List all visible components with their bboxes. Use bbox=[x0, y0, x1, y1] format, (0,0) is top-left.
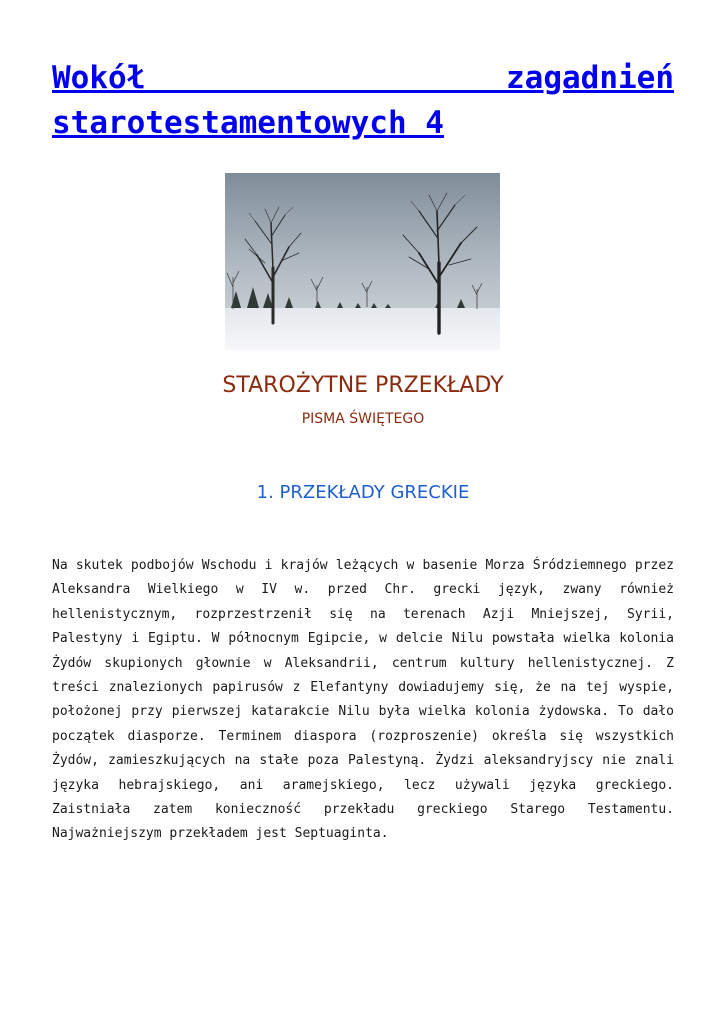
article-paragraph: Na skutek podbojów Wschodu i krajów leżących w basenie Morza Śródziemnego przez Aleksandra Wielkiego w IV w. przed Chr. grecki język, zwany również hellenistycznym, rozprzestrzenił się na terenach Azji Mniejszej, Syrii, Palestyny i Egiptu. W północnym Egipcie, w delcie Nilu powstała wielka kolonia Żydów skupionych głownie w Aleksandrii, centrum kultury hellenistycznej. Z treści znalezionych papirusów z Elefantyny dowiadujemy się, że na tej wyspie, położonej przy pierwszej katarakcie Nilu była wielka kolonia żydowska. To dało początek diasporze. Terminem diaspora (rozproszenie) określa się wszystkich Żydów, zamieszkujących na stałe poza Palestyną. Żydzi aleksandryjscy nie znali języka hebrajskiego, ani aramejskiego, lecz używali języka greckiego. Zaistniała zatem konieczność przekładu greckiego Starego Testamentu. Najważniejszym przekładem jest Septuaginta. bbox=[52, 558, 674, 842]
article-title-link[interactable]: Wokół zagadnień starotestamentowych 4 bbox=[52, 60, 674, 141]
winter-trees-image bbox=[225, 173, 500, 350]
winter-landscape-illustration bbox=[225, 173, 500, 350]
heading-ancient-translations: STAROŻYTNE PRZEKŁADY bbox=[222, 373, 504, 398]
article-title[interactable] bbox=[52, 56, 674, 146]
document-page bbox=[52, 56, 674, 847]
section-heading-greek-translations: 1. PRZEKŁADY GRECKIE bbox=[256, 482, 470, 503]
heading-holy-scripture: PISMA ŚWIĘTEGO bbox=[301, 411, 425, 427]
